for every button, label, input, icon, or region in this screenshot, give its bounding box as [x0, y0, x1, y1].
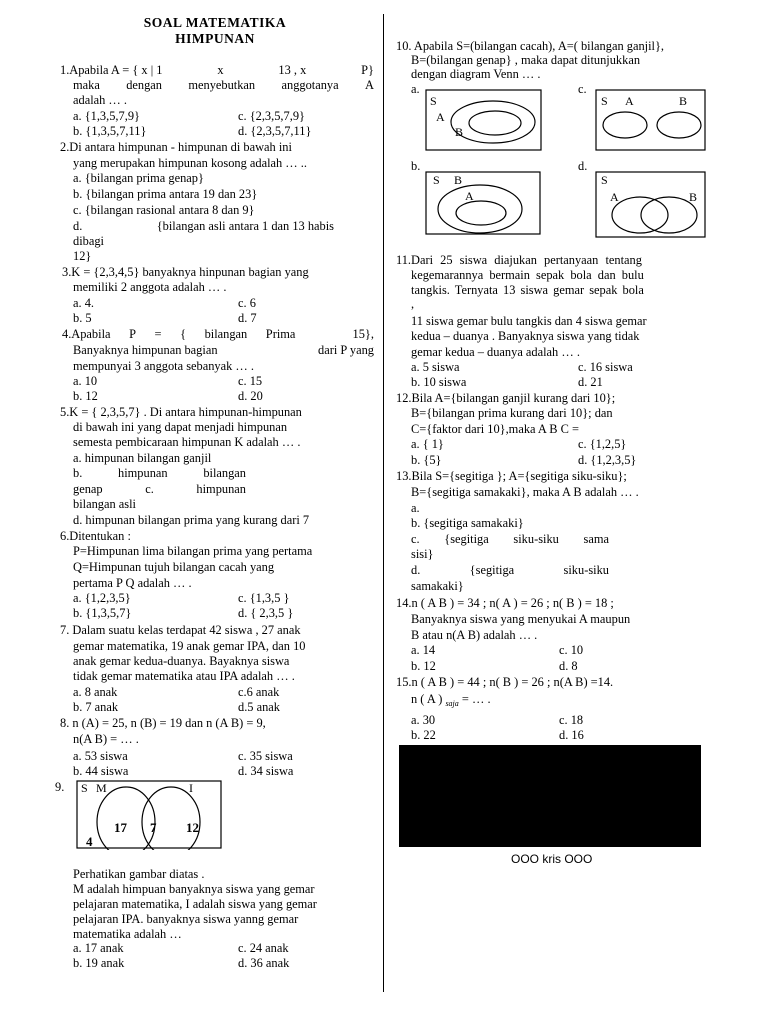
q9-line3: pelajaran matematika, I adalah siswa yang gemar: [73, 897, 317, 911]
q2-option-d-line3: 12}: [73, 249, 92, 263]
svg-text:S: S: [433, 173, 440, 187]
q11-option-a: a. 5 siswa: [411, 360, 460, 374]
q2-option-d: d. {bilangan asli antara 1 dan 13 habis: [73, 219, 334, 233]
q1-line3: adalah … .: [73, 93, 128, 107]
q9-option-c: c. 24 anak: [238, 941, 289, 955]
q9-line1: Perhatikan gambar diatas .: [73, 867, 205, 881]
q14-line2: Banyaknya siswa yang menyukai A maupun: [411, 612, 631, 626]
q11-line6: kedua – duanya . Banyaknya siswa yang tidak: [411, 329, 640, 343]
q2-option-a: a. {bilangan prima genap}: [73, 171, 204, 185]
q10-option-d: d.: [578, 159, 588, 173]
q9-line2: M adalah himpuan banyaknya siswa yang gemar: [73, 882, 315, 896]
q10-option-b: b.: [411, 159, 421, 173]
q12-option-d: d. {1,2,3,5}: [578, 453, 637, 467]
q11-option-c: c. 16 siswa: [578, 360, 633, 374]
q13-line1: 13.Bila S={segitiga }; A={segitiga siku-siku};: [396, 469, 627, 483]
svg-text:B: B: [679, 94, 688, 108]
q6-line4: pertama P Q adalah … .: [73, 576, 192, 590]
q6-line1: 6.Ditentukan :: [60, 529, 131, 543]
q15-line2: n ( A ) $_{saja}$ = … .: [411, 692, 491, 708]
q9-venn-diagram: [76, 780, 222, 850]
q1-line2: maka dengan menyebutkan anggotanya A: [73, 78, 374, 92]
q14-option-d: d. 8: [559, 659, 578, 673]
q1-option-a: a. {1,3,5,7,9}: [73, 109, 140, 123]
q15-option-c: c. 18: [559, 713, 584, 727]
q11-line1: 11.Dari 25 siswa diajukan pertanyaan tentang: [396, 253, 642, 267]
q9-venn-value-mi: 7: [150, 820, 157, 835]
q3-option-a: a. 4.: [73, 296, 94, 310]
q13-option-d: d. {segitiga siku-siku: [411, 563, 609, 577]
q9-venn-label-s: S: [81, 781, 88, 795]
q9-option-d: d. 36 anak: [238, 956, 290, 970]
q14-option-a: a. 14: [411, 643, 436, 657]
black-redaction-box: [399, 745, 701, 847]
q2-line2: yang merupakan himpunan kosong adalah … ..: [73, 156, 307, 170]
q1-option-b: b. {1,3,5,7,11}: [73, 124, 147, 138]
q9-venn-value-outside: 4: [86, 834, 93, 849]
q15-option-b: b. 22: [411, 728, 436, 742]
page-title: SOAL MATEMATIKA: [143, 15, 287, 30]
svg-text:A: A: [610, 190, 619, 204]
q13-option-d-line2: samakaki}: [411, 579, 464, 593]
q7-option-c: c.6 anak: [238, 685, 280, 699]
q5-line3: semesta pembicaraan himpunan K adalah … .: [73, 435, 301, 449]
q5-line1: 5.K = { 2,3,5,7} . Di antara himpunan-himpunan: [60, 405, 302, 419]
q9-line4: pelajaran IPA. banyaknya siswa yanng gemar: [73, 912, 299, 926]
q9-venn-label-m: M: [96, 781, 107, 795]
q11-option-b: b. 10 siswa: [411, 375, 467, 389]
q3-option-d: d. 7: [238, 311, 257, 325]
svg-text:A: A: [625, 94, 634, 108]
q12-line1: 12.Bila A={bilangan ganjil kurang dari 10};: [396, 391, 616, 405]
svg-text:A: A: [436, 110, 445, 124]
q9-option-a: a. 17 anak: [73, 941, 124, 955]
q4-line3: mempunyai 3 anggota sebanyak … .: [73, 359, 254, 373]
q3-option-c: c. 6: [238, 296, 256, 310]
q9-venn-value-m: 17: [114, 820, 127, 835]
q6-option-c: c. {1,3,5 }: [238, 591, 290, 605]
q9-venn-value-i: 12: [186, 820, 199, 835]
q5-line2: di bawah ini yang dapat menjadi himpunan: [73, 420, 288, 434]
q15-line1: 15.n ( A B ) = 44 ; n( B ) = 26 ; n(A B) =14.: [396, 675, 614, 689]
q1-option-c: c. {2,3,5,7,9}: [238, 109, 305, 123]
q3-line1: 3.K = {2,3,4,5} banyaknya hinpunan bagian yang: [62, 265, 309, 279]
q9-line5: matematika adalah …: [73, 927, 182, 941]
q4-option-a: a. 10: [73, 374, 98, 388]
svg-text:B: B: [455, 125, 464, 139]
q10-venn-d: [595, 171, 706, 238]
q7-option-b: b. 7 anak: [73, 700, 119, 714]
q10-venn-b: [425, 171, 541, 235]
q7-line1: 7. Dalam suatu kelas terdapat 42 siswa , 27 anak: [60, 623, 301, 637]
q9-venn-label-i: I: [189, 781, 193, 795]
q11-line7: gemar kedua – duanya adalah … .: [411, 345, 580, 359]
q14-option-b: b. 12: [411, 659, 436, 673]
q8-option-b: b. 44 siswa: [73, 764, 129, 778]
q8-option-c: c. 35 siswa: [238, 749, 293, 763]
q7-line3: anak gemar kedua-duanya. Bayaknya siswa: [73, 654, 290, 668]
q7-option-d: d.5 anak: [238, 700, 280, 714]
q11-line4: ,: [411, 297, 415, 311]
q6-line3: Q=Himpunan tujuh bilangan cacah yang: [73, 560, 275, 574]
page-subtitle: HIMPUNAN: [175, 31, 255, 46]
q3-line2: memiliki 2 anggota adalah … .: [73, 280, 227, 294]
q6-line2: P=Himpunan lima bilangan prima yang pertama: [73, 544, 313, 558]
svg-text:S: S: [430, 94, 437, 108]
q10-venn-c: [595, 89, 706, 151]
q13-option-b: b. {segitiga samakaki}: [411, 516, 524, 530]
q15-option-d: d. 16: [559, 728, 584, 742]
q8-line2: n(A B) = … .: [73, 732, 139, 746]
q10-line3: dengan diagram Venn … .: [411, 67, 541, 81]
q14-line1: 14.n ( A B ) = 34 ; n( A ) = 26 ; n( B ) = 18 ;: [396, 596, 614, 610]
q14-option-c: c. 10: [559, 643, 584, 657]
q6-option-a: a. {1,2,3,5}: [73, 591, 131, 605]
q13-option-a: a.: [411, 501, 420, 515]
q12-line2: B={bilangan prima kurang dari 10}; dan: [411, 406, 613, 420]
footer-signature: OOO kris OOO: [511, 852, 593, 866]
q2-line1: 2.Di antara himpunan - himpunan di bawah ini: [60, 140, 292, 154]
q5-option-d: d. himpunan bilangan prima yang kurang dari 7: [73, 513, 310, 527]
q1-option-d: d. {2,3,5,7,11}: [238, 124, 312, 138]
q8-line1: 8. n (A) = 25, n (B) = 19 dan n (A B) = 9,: [60, 716, 266, 730]
q10-option-c: c.: [578, 82, 587, 96]
q10-line1: 10. Apabila S=(bilangan cacah), A=( bilangan ganjil},: [396, 39, 665, 53]
q2-option-d-line2: dibagi: [73, 234, 104, 248]
svg-text:S: S: [601, 173, 608, 187]
q13-line2: B={segitiga samakaki}, maka A B adalah … .: [411, 485, 639, 499]
q11-line2: kegemarannya bermain sepak bola dan bulu: [411, 268, 644, 282]
q2-option-c: c. {bilangan rasional antara 8 dan 9}: [73, 203, 255, 217]
q10-line2: B=(bilangan genap} , maka dapat ditunjukkan: [411, 53, 641, 67]
q9-option-b: b. 19 anak: [73, 956, 125, 970]
q8-option-a: a. 53 siswa: [73, 749, 128, 763]
q12-option-b: b. {5}: [411, 453, 442, 467]
q4-line2: Banyaknya himpunan bagian dari P yang: [73, 343, 374, 357]
q10-option-a: a.: [411, 82, 420, 96]
q13-option-c: c. {segitiga siku-siku sama: [411, 532, 609, 546]
q7-line2: gemar matematika, 19 anak gemar IPA, dan 10: [73, 639, 306, 653]
q8-option-d: d. 34 siswa: [238, 764, 294, 778]
q14-line3: B atau n(A B) adalah … .: [411, 628, 538, 642]
q7-line4: tidak gemar matematika atau IPA adalah … .: [73, 669, 295, 683]
q15-option-a: a. 30: [411, 713, 436, 727]
q10-venn-a: [425, 89, 542, 151]
q2-option-b: b. {bilangan prima antara 19 dan 23}: [73, 187, 258, 201]
svg-text:S: S: [601, 94, 608, 108]
q12-option-c: c. {1,2,5}: [578, 437, 627, 451]
q12-option-a: a. { 1}: [411, 437, 444, 451]
column-divider: [383, 14, 384, 992]
q6-option-d: d. { 2,3,5 }: [238, 606, 294, 620]
q9-number: 9.: [55, 780, 65, 794]
q5-option-b: b. himpunan bilangan: [73, 466, 246, 480]
q11-option-d: d. 21: [578, 375, 603, 389]
q5-option-a: a. himpunan bilangan ganjil: [73, 451, 212, 465]
q11-line3: tangkis. Ternyata 13 siswa gemar sepak bola: [411, 283, 644, 297]
svg-text:A: A: [465, 189, 474, 203]
q11-line5: 11 siswa gemar bulu tangkis dan 4 siswa gemar: [411, 314, 647, 328]
q5-option-c: genap c. himpunan: [73, 482, 246, 496]
q4-line1: 4.Apabila P = { bilangan Prima 15},: [62, 327, 374, 341]
q4-option-b: b. 12: [73, 389, 98, 403]
q5-option-c-line2: bilangan asli: [73, 497, 136, 511]
q4-option-c: c. 15: [238, 374, 263, 388]
q13-option-c-line2: sisi}: [411, 547, 434, 561]
q1-line1: 1.Apabila A = { x | 1 x 13 , x P}: [60, 63, 374, 77]
q4-option-d: d. 20: [238, 389, 263, 403]
q3-option-b: b. 5: [73, 311, 92, 325]
svg-text:B: B: [689, 190, 698, 204]
q6-option-b: b. {1,3,5,7}: [73, 606, 132, 620]
q12-line3: C={faktor dari 10},maka A B C =: [411, 422, 579, 436]
svg-text:B: B: [454, 173, 463, 187]
q7-option-a: a. 8 anak: [73, 685, 118, 699]
